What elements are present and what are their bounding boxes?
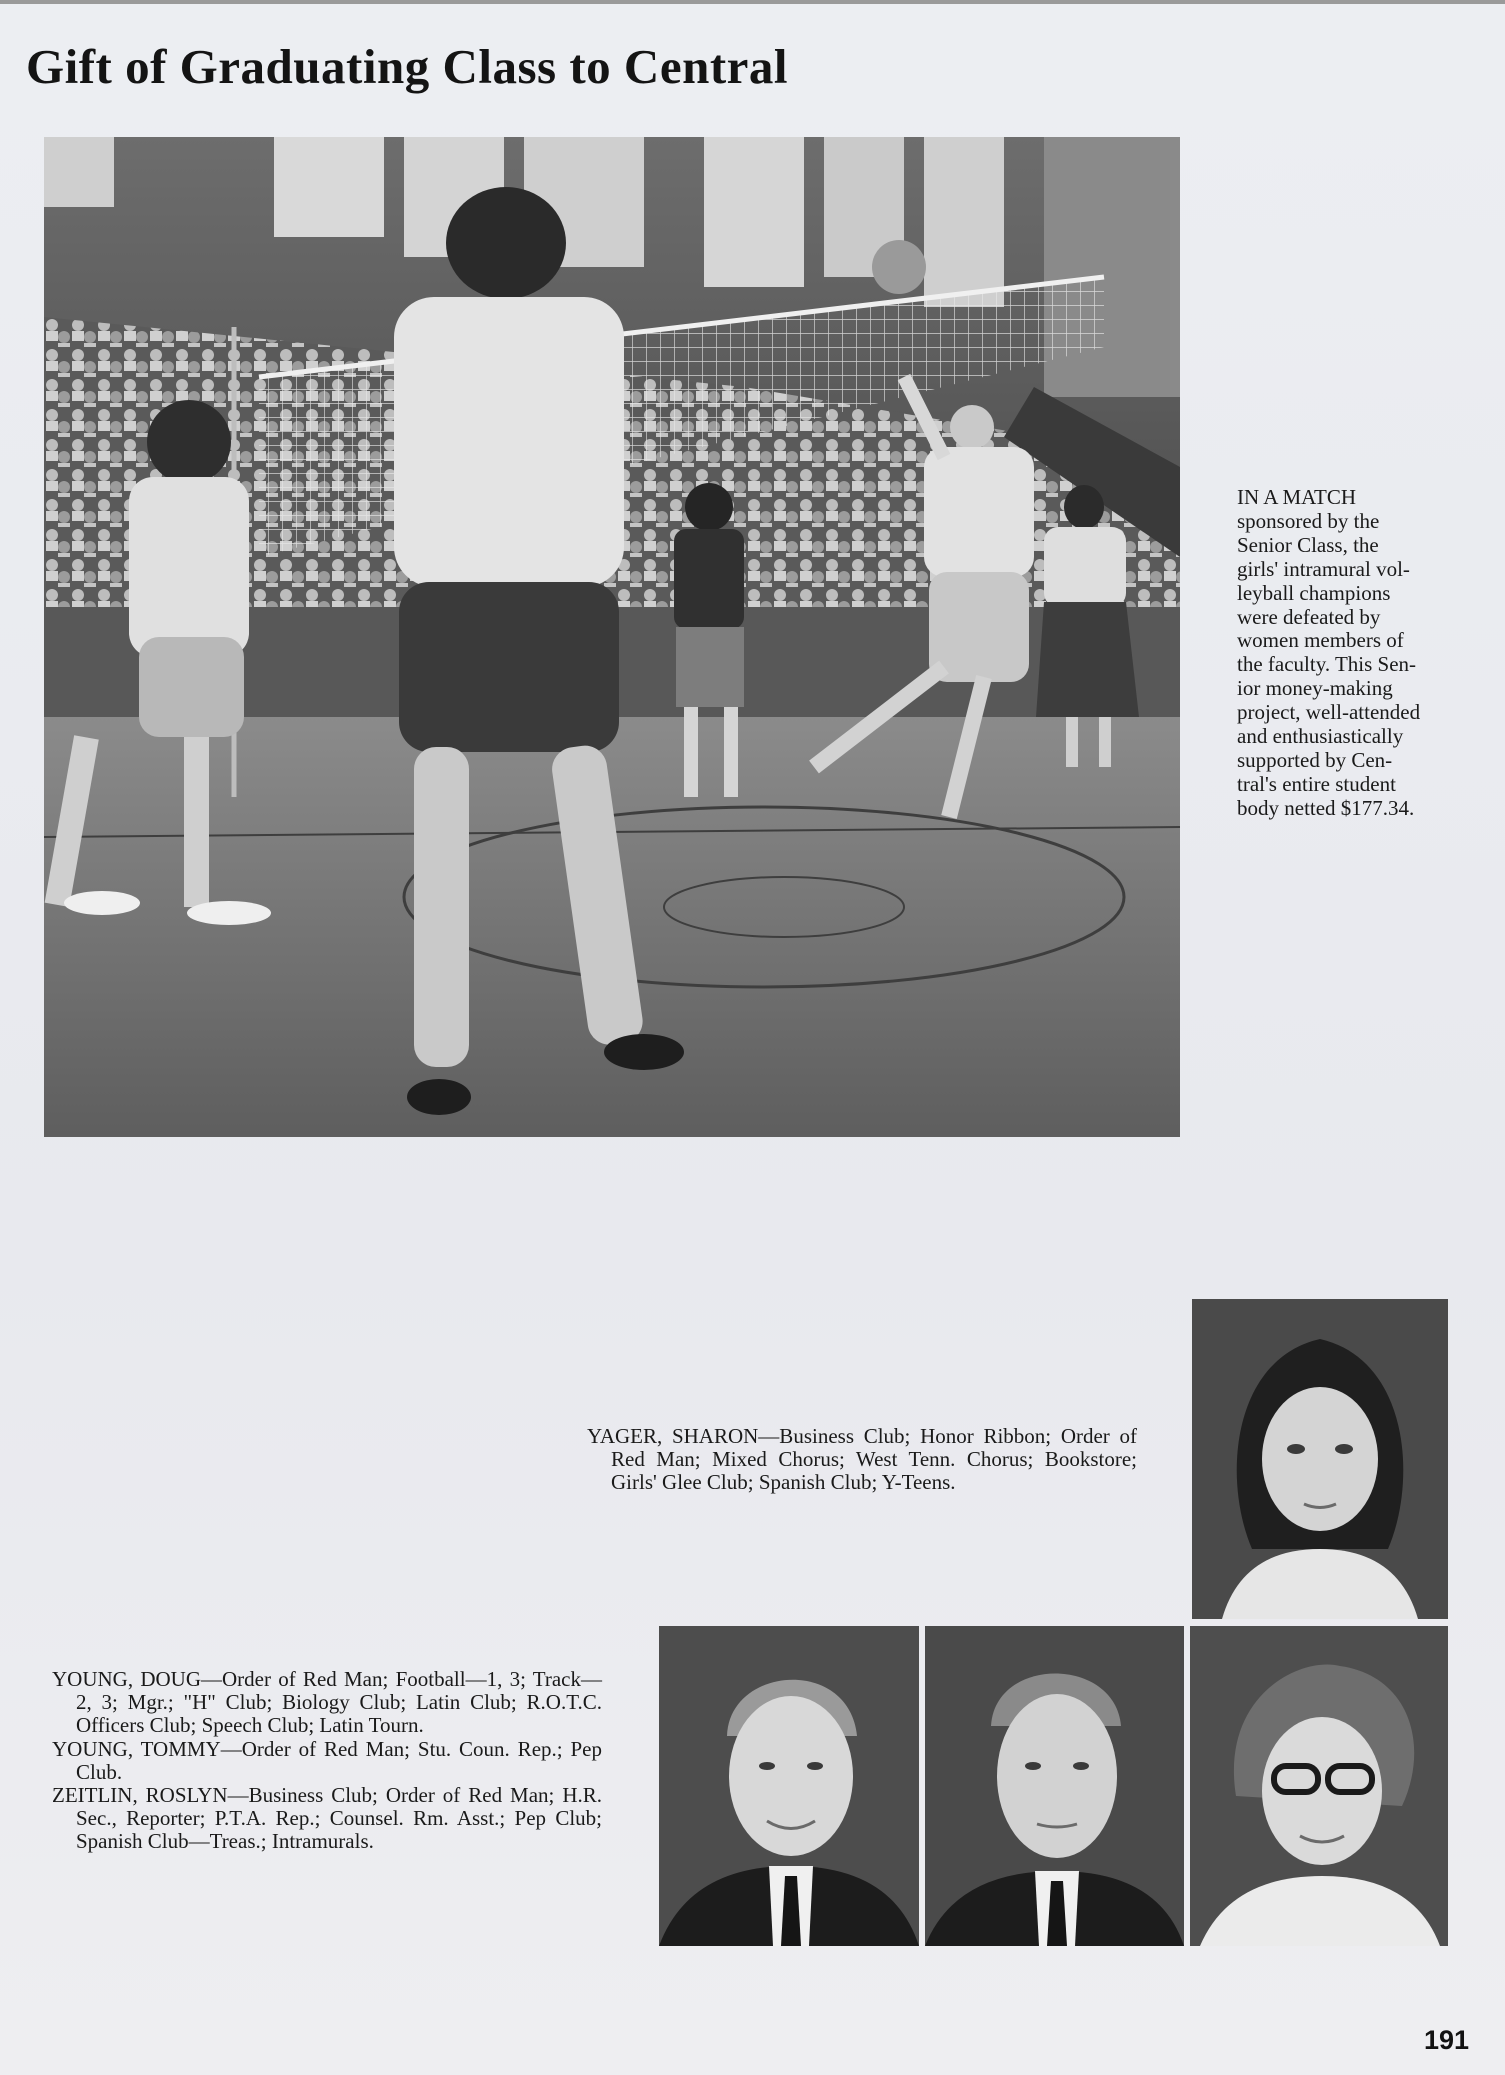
caption-line: and enthusiastically <box>1237 724 1404 749</box>
caption-line: were defeated by <box>1237 604 1381 629</box>
caption-line: women members of <box>1237 628 1404 653</box>
page-number: 191 <box>1424 2025 1470 2055</box>
portrait-yager-sharon <box>1192 1299 1448 1619</box>
bio-young-doug: YOUNG, DOUG—Order of Red Man; Football—1, 3; Track—2, 3; Mgr.; "H" Club; Biology Club; Latin Club; R.O.T.C. Officers Club; Speech Club; Latin Tourn. <box>52 1667 602 1738</box>
volleyball-match-photo <box>44 137 1180 1137</box>
bios-young-zeitlin <box>52 1668 602 1854</box>
photo-caption <box>1237 486 1453 821</box>
bio-yager-sharon <box>587 1425 1137 1495</box>
page-headline: Gift of Graduating Class to Central <box>26 39 788 94</box>
caption-line: body netted $177.34. <box>1237 795 1415 820</box>
portrait-young-doug <box>659 1626 919 1946</box>
top-edge-rule <box>0 0 1505 4</box>
bio-young-tommy: YOUNG, TOMMY—Order of Red Man; Stu. Coun. Rep.; Pep Club. <box>52 1736 602 1784</box>
portrait-zeitlin-roslyn <box>1190 1626 1448 1946</box>
caption-line: girls' intramural vol- <box>1237 556 1410 581</box>
caption-line: sponsored by the <box>1237 508 1380 533</box>
caption-line: project, well-attended <box>1237 700 1421 725</box>
caption-line: supported by Cen- <box>1237 747 1393 772</box>
caption-line: Senior Class, the <box>1237 532 1379 557</box>
caption-line: tral's entire student <box>1237 771 1396 796</box>
caption-line: leyball champions <box>1237 580 1391 605</box>
bio-text: YAGER, SHARON—Business Club; Honor Ribbon; Order of Red Man; Mixed Chorus; West Tenn. Chorus; Bookstore; Girls' Glee Club; Spanish Club; Y-Teens. <box>587 1424 1137 1495</box>
caption-line: the faculty. This Sen- <box>1237 652 1417 677</box>
portrait-young-tommy <box>925 1626 1184 1946</box>
bio-zeitlin-roslyn: ZEITLIN, ROSLYN—Business Club; Order of Red Man; H.R. Sec., Reporter; P.T.A. Rep.; Counsel. Rm. Asst.; Pep Club; Spanish Club—Treas.; Intramurals. <box>52 1783 602 1854</box>
caption-line: IN A MATCH <box>1237 485 1357 509</box>
caption-line: ior money-making <box>1237 676 1393 701</box>
